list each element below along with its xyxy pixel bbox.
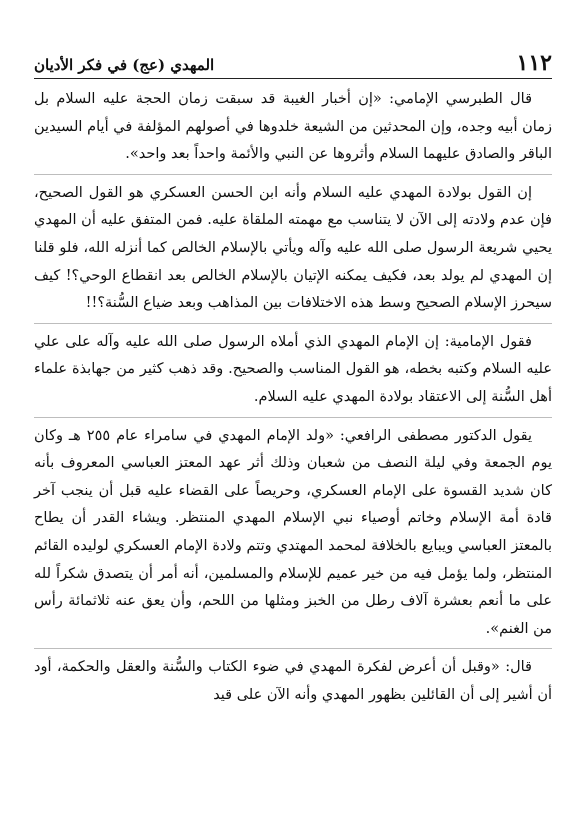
page-number: ١١٢ [516,50,552,76]
page-body [34,86,552,839]
paragraph-divider [34,417,552,418]
page-header [34,48,552,79]
paragraph-tabarsi-quote: قال الطبرسي الإمامي: «إن أخبار الغيبة قد سبقت زمان الحجة عليه السلام بل زمان أبيه وجده، وإن المحدثين من الشيعة خلدوها في أصولهم المؤلفة في أيام السيدين الباقر والصادق عليهما السلام وأثروها عن النبي والأئمة واحداً بعد واحد». [34,91,552,163]
paragraph-birth-argument: إن القول بولادة المهدي عليه السلام وأنه ابن الحسن العسكري هو القول الصحيح، فإن عدم ولادته إلى الآن لا يتناسب مع مهمته الملقاة عليه. فمن المتفق عليه أن المهدي يحيي شريعة الرسول صلى الله عليه وآله ويأتي بالإسلام الخالص كما أنزله الله، فلو قلنا إن المهدي لم يولد بعد، فكيف يمكنه الإتيان بالإسلام الخالص بعد انقطاع الوحي؟! كيف سيحرز الإسلام الصحيح وسط هذه الاختلافات بين المذاهب وبعد ضياع السُّنة؟!! [34,184,552,312]
paragraph-imamiya-view: فقول الإمامية: إن الإمام المهدي الذي أملاه الرسول صلى الله عليه وآله على علي عليه السلام وكتبه بخطه، هو القول المناسب والصحيح. وقد ذهب كثير من جهابذة علماء أهل السُّنة إلى الاعتقاد بولادة المهدي عليه السلام. [34,333,552,405]
paragraph-divider [34,174,552,175]
paragraph-divider [34,648,552,649]
running-title: المهدي (عج) في فكر الأديان [34,56,215,74]
paragraph-continuation: قال: «وقبل أن أعرض لفكرة المهدي في ضوء الكتاب والسُّنة والعقل والحكمة، أود أن أشير إلى أن القائلين بظهور المهدي وأنه الآن على قيد [34,659,552,703]
paragraph-rafii-quote: يقول الدكتور مصطفى الرافعي: «ولد الإمام المهدي في سامراء عام ٢٥٥ هـ وكان يوم الجمعة وفي ليلة النصف من شعبان وذلك أثر عهد المعتز العباسي المعروف بأنه كان شديد القسوة على الإمام العسكري، وحريصاً على القضاء عليه قبل أن ينجب آخر قادة أمة الإسلام وخاتم أوصياء نبي الإسلام المهدي المنتظر. ويشاء القدر أن يطاح بالمعتز العباسي ويبايع بالخلافة لمحمد المهتدي وتتم ولادة الإمام العسكري لوليده القائم المنتظر، ولما يؤمل فيه من خير عميم للإسلام والمسلمين، أنه أمر أن يتصدق شكراً لله على ما أنعم بعشرة آلاف رطل من الخبز ومثلها من اللحم، وأن يعق عنه ثلاثمائة رأس من الغنم». [34,427,552,637]
paragraph-divider [34,323,552,324]
